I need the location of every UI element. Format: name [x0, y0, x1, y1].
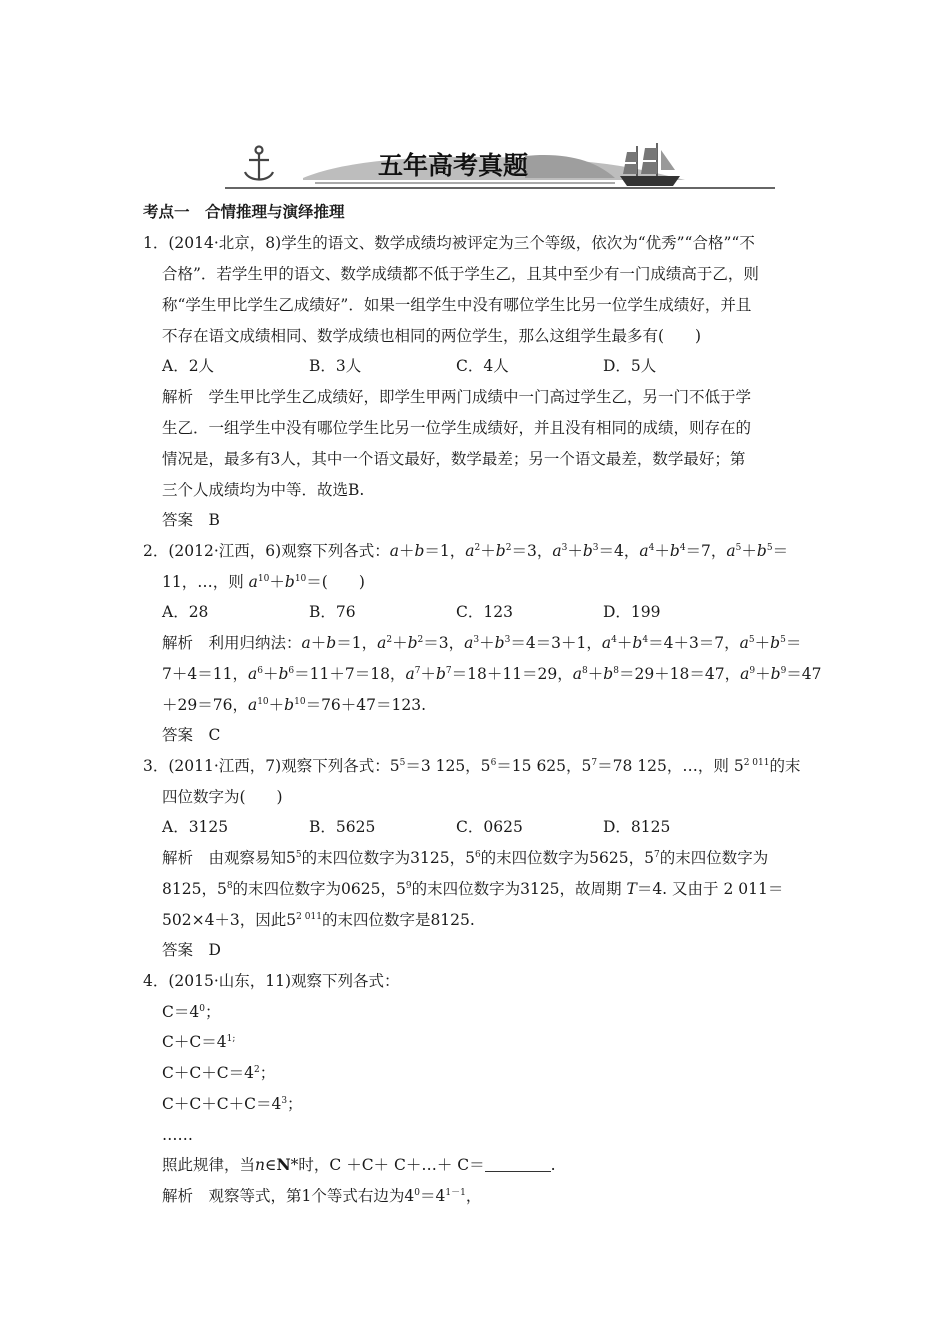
q1-analysis-line-1: 解析 学生甲比学生乙成绩好，即学生甲两门成绩中一门高过学生乙，另一门不低于学	[162, 388, 752, 406]
q1-option-c: C．4人	[456, 357, 509, 375]
q2-options	[162, 602, 750, 622]
anchor-icon	[245, 147, 273, 181]
q3-analysis-line-1: 解析 由观察易知$5^5$的末四位数字为3125，$5^6$的末四位数字为5625，$5^7$的末四位数字为	[162, 849, 769, 867]
q1-analysis-line-4: 三个人成绩均为中等．故选B.	[162, 481, 365, 499]
section-banner	[225, 140, 775, 192]
sailing-ship-icon	[620, 143, 680, 186]
q3-analysis-line-3: 502×4＋3，因此$5^{2 011}$的末四位数字是8125.	[162, 911, 475, 929]
q1-analysis-line-2: 生乙．一组学生中没有哪位学生比另一位学生成绩好，并且没有相同的成绩，则存在的	[162, 419, 752, 437]
q2-analysis-line-1: 解析 利用归纳法：a＋b＝1，$a^2+b^2=3$，$a^3+b^3=4=3+1$，$a^4+b^4=4+3=7$，$a^5+b^5=$	[162, 634, 802, 652]
q4-stem-line-1: 4．(2015·山东，11)观察下列各式：	[143, 972, 400, 990]
q2-stem-line-1: 2．(2012·江西，6)观察下列各式：a＋b＝1，$a^2+b^2=3$，$a^3+b^3=4$，$a^4+b^4=7$，$a^5+b^5=$	[143, 542, 789, 560]
q3-option-d: D．8125	[603, 818, 671, 836]
q1-answer: 答案 B	[162, 511, 220, 529]
q1-stem-line-2: 合格”．若学生甲的语文、数学成绩都不低于学生乙，且其中至少有一门成绩高于乙，则	[162, 265, 759, 283]
q1-option-a: A．2人	[162, 357, 215, 375]
q2-analysis-line-3: ＋29＝76，$a^{10}+b^{10}=76+47=123$.	[162, 696, 427, 714]
q4-equation-1: $C=4^0$；	[162, 1003, 221, 1021]
q2-option-b: B．76	[309, 603, 356, 621]
q3-stem-line-2: 四位数字为( )	[162, 788, 283, 806]
q4-equation-3: $C+C+C=4^2$；	[162, 1064, 276, 1082]
q2-option-a: A．28	[162, 603, 209, 621]
q2-answer: 答案 C	[162, 726, 221, 744]
q1-stem-line-4: 不存在语文成绩相同、数学成绩也相同的两位学生，那么这组学生最多有( )	[162, 327, 702, 345]
answer-blank	[485, 1157, 551, 1172]
q1-analysis-line-3: 情况是，最多有3人，其中一个语文最好，数学最差；另一个语文最差，数学最好；第	[162, 450, 746, 468]
q1-stem-line-3: 称“学生甲比学生乙成绩好”．如果一组学生中没有哪位学生比另一位学生成绩好，并且	[162, 296, 752, 314]
q4-rule: 照此规律，当n∈N*时，C ＋C＋ C＋…＋ C＝ .	[162, 1155, 556, 1174]
q4-equation-2: $C+C=4^{1;}$	[162, 1033, 236, 1051]
q2-analysis-line-2: 7＋4＝11，$a^6+b^6=11+7=18$，$a^7+b^7=18+11=29$，$a^8+b^8=29+18=47$，$a^9+b^9=47$	[162, 665, 822, 683]
q2-option-c: C．123	[456, 603, 513, 621]
q3-option-c: C．0625	[456, 818, 523, 836]
q1-stem-line-1: 1．(2014·北京，8)学生的语文、数学成绩均被评定为三个等级，依次为“优秀”“合格”“不	[143, 234, 755, 252]
q3-option-a: A．3125	[162, 818, 229, 836]
q2-stem-line-2: 11，…，则 $a^{10}+b^{10}=$( )	[162, 573, 365, 591]
q2-option-d: D．199	[603, 603, 661, 621]
q3-stem-line-1: 3．(2011·江西，7)观察下列各式：$5^5=3$ 125，$5^6=15$ 625，$5^7=78$ 125，…，则 $5^{2 011}$的末	[143, 757, 801, 775]
q4-ellipsis: ……	[162, 1126, 193, 1144]
banner-title: 五年高考真题	[377, 151, 529, 180]
section-heading: 考点一 合情推理与演绎推理	[143, 202, 345, 221]
q1-option-b: B．3人	[309, 357, 362, 375]
q1-options	[162, 356, 750, 376]
q1-option-d: D．5人	[603, 357, 657, 375]
q4-analysis-line-1: 解析 观察等式，第1个等式右边为$4^0=4^{1-1}$，	[162, 1187, 482, 1205]
q4-equation-4: $C+C+C+C=4^3$；	[162, 1095, 303, 1113]
q3-answer: 答案 D	[162, 941, 221, 959]
q3-options	[162, 817, 750, 837]
q3-option-b: B．5625	[309, 818, 376, 836]
q3-analysis-line-2: 8125，$5^8$的末四位数字为0625，$5^9$的末四位数字为3125，故周期 T＝4. 又由于 2 011＝	[162, 880, 784, 898]
